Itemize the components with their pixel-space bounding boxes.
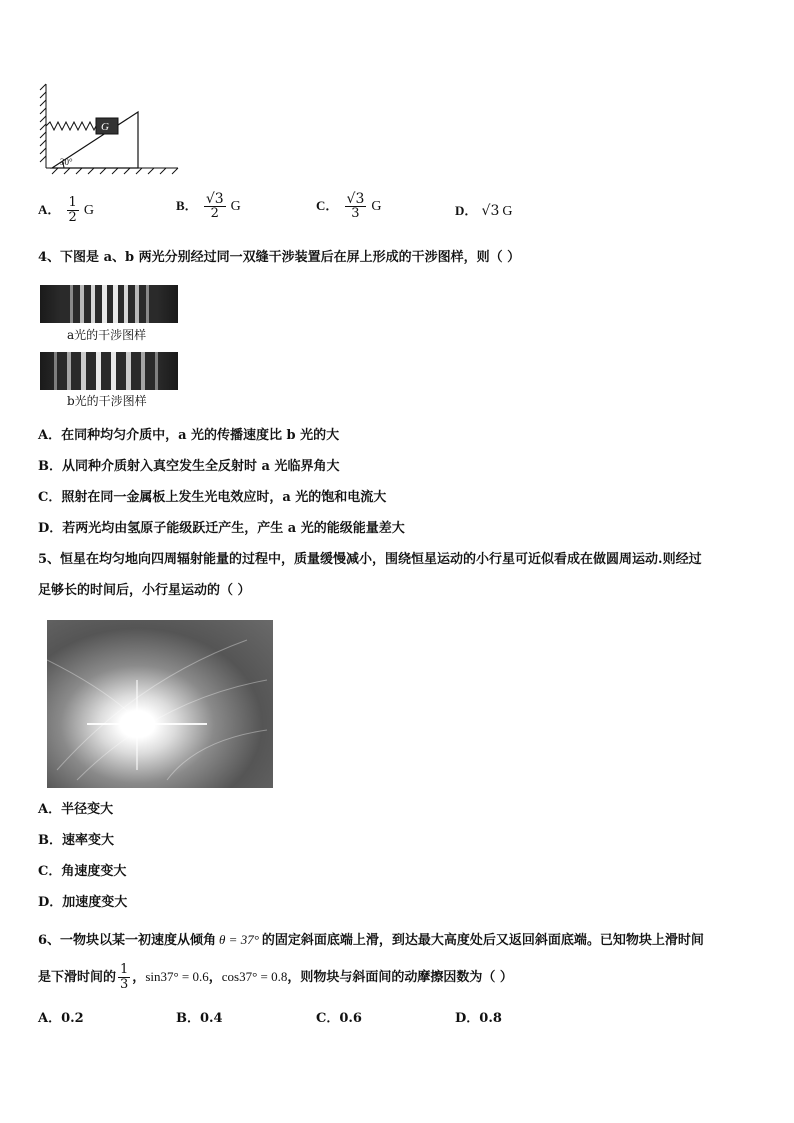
q5-stem-line2: 足够长的时间后，小行星运动的（ ） (38, 583, 251, 598)
q6-option-d[interactable]: D．0.8 (455, 1011, 502, 1026)
q4-option-d[interactable]: D．若两光均由氢原子能级跃迁产生，产生 a 光的能级能量差大 (38, 521, 405, 536)
q4-option-c[interactable]: C．照射在同一金属板上发生光电效应时，a 光的饱和电流大 (38, 490, 387, 505)
q3-option-b[interactable]: B． $\frac{√3}{2}$ G (176, 191, 241, 221)
incline-spring-diagram (38, 78, 184, 176)
q5-option-d[interactable]: D．加速度变大 (38, 895, 128, 910)
q4-option-b[interactable]: B．从同种介质射入真空发生全反射时 a 光临界角大 (38, 459, 340, 474)
q3-option-a[interactable]: A． $\frac{1}{2}$ G (38, 195, 94, 225)
q5-option-a[interactable]: A．半径变大 (38, 802, 114, 817)
q6-option-b[interactable]: B．0.4 (176, 1011, 223, 1026)
q3-option-c[interactable]: C． $\frac{√3}{3}$ G (316, 191, 382, 221)
angle-label: 30° (60, 157, 73, 167)
q6-option-c[interactable]: C．0.6 (316, 1011, 362, 1026)
star-radiation-photo (47, 620, 273, 788)
fringe-pattern-b (40, 352, 178, 390)
q3-option-d[interactable]: D． √3 G (455, 203, 513, 219)
q4-stem: 4、下图是 a、b 两光分别经过同一双缝干涉装置后在屏上形成的干涉图样，则（ ） (38, 250, 521, 265)
caption-a: a光的干涉图样 (67, 328, 147, 342)
q5-option-b[interactable]: B．速率变大 (38, 833, 114, 848)
q6-stem-line1: 6、一物块以某一初速度从倾角 θ = 37° 的固定斜面底端上滑，到达最大高度处后又返回斜面底端。已知物块上滑时间 (38, 932, 704, 948)
caption-b: b光的干涉图样 (67, 394, 147, 408)
theta-expr: θ = 37° (219, 932, 259, 947)
q6-option-a[interactable]: A．0.2 (38, 1011, 84, 1026)
q4-option-a[interactable]: A．在同种均匀介质中，a 光的传播速度比 b 光的大 (38, 428, 340, 443)
block-label: G (101, 121, 109, 133)
q6-stem-line2: 是下滑时间的 $\frac{1}{3}$ ，sin37° = 0.6，cos37° = 0.8，则物块与斜面间的动摩擦因数为（ ） (38, 962, 513, 992)
q5-stem-line1: 5、恒星在均匀地向四周辐射能量的过程中，质量缓慢减小，围绕恒星运动的小行星可近似看成在做圆周运动.则经过 (38, 552, 702, 567)
cos-expr: cos37° = 0.8 (221, 969, 288, 984)
sin-expr: sin37° = 0.6 (145, 969, 209, 984)
fringe-pattern-a (40, 285, 178, 323)
q5-option-c[interactable]: C．角速度变大 (38, 864, 127, 879)
